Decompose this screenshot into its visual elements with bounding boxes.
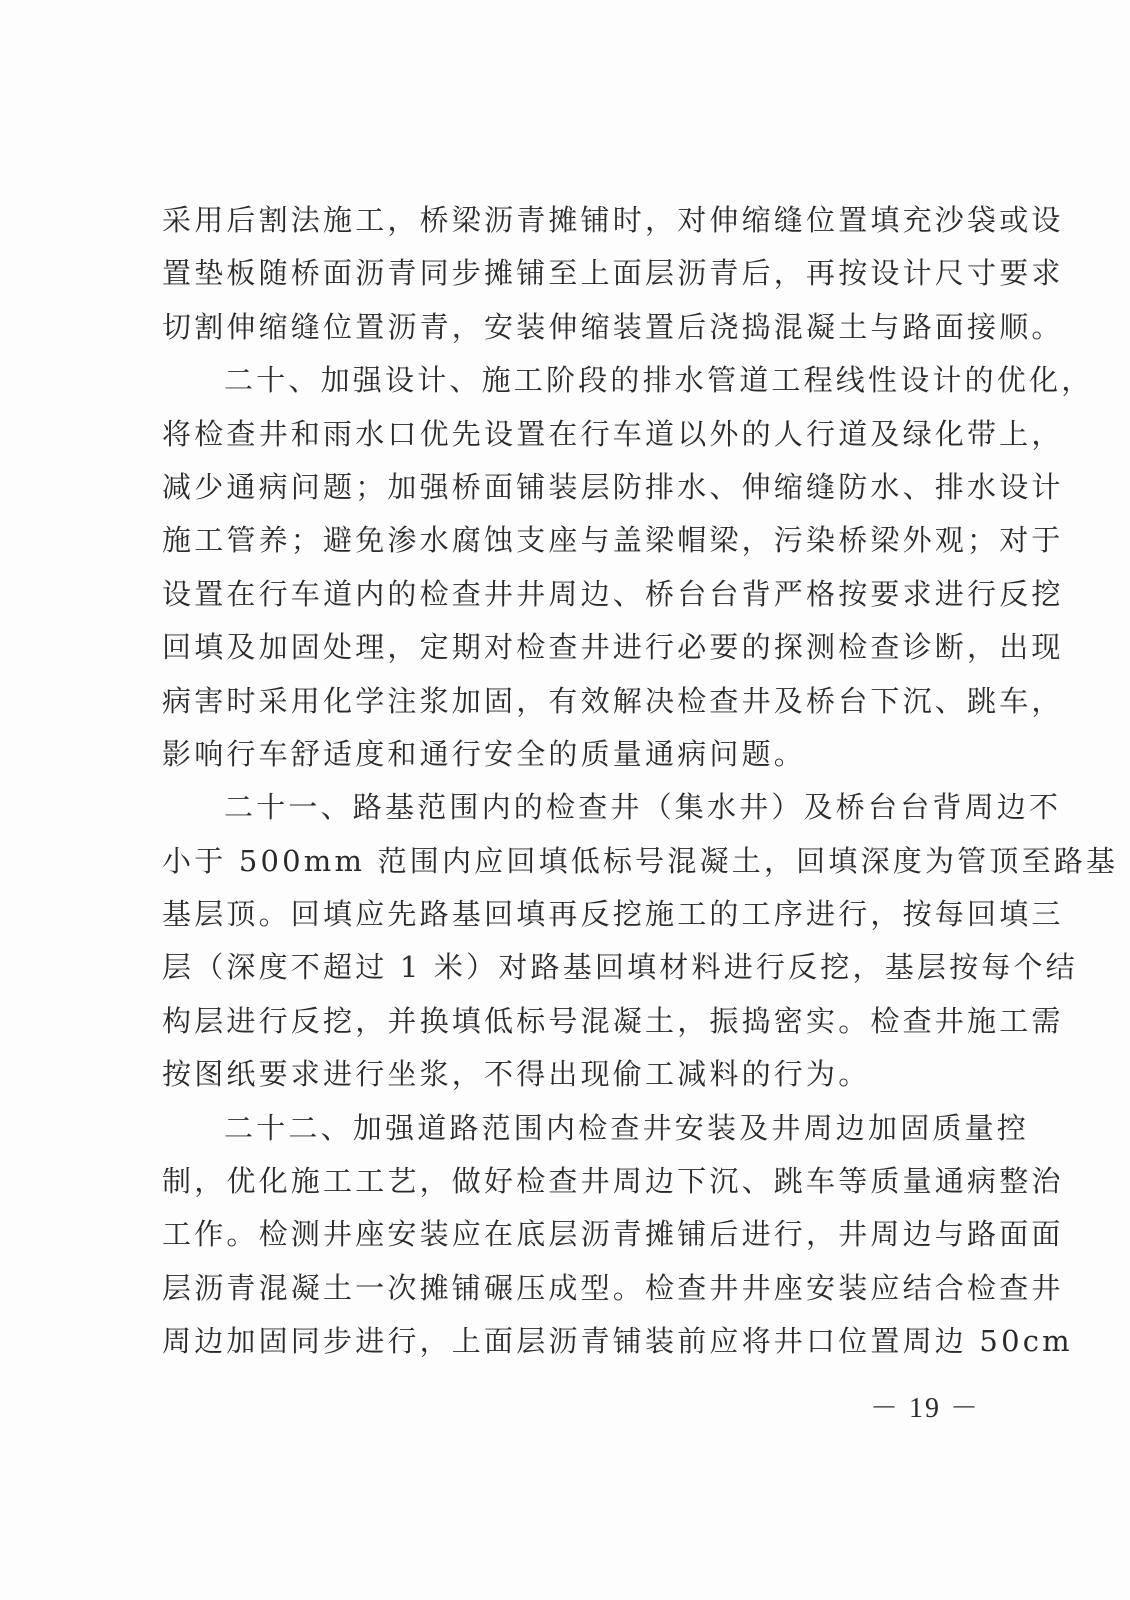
text-line: 采用后割法施工，桥梁沥青摊铺时，对伸缩缝位置填充沙袋或设 <box>162 203 1064 237</box>
text-line: 构层进行反挖，并换填低标号混凝土，振捣密实。检查井施工需 <box>162 1003 1064 1038</box>
text-line: 病害时采用化学注浆加固，有效解决检查井及桥台下沉、跳车， <box>162 683 1064 718</box>
page-number: － 19 － <box>870 1393 981 1424</box>
text-line: 周边加固同步进行，上面层沥青铺装前应将井口位置周边 50cm <box>162 1324 1073 1359</box>
text-line: 制，优化施工工艺，做好检查井周边下沉、跳车等质量通病整治 <box>162 1164 1064 1199</box>
text-line: 基层顶。回填应先路基回填再反挖施工的工序进行，按每回填三 <box>162 897 1064 932</box>
text-line: 置垫板随桥面沥青同步摊铺至上面层沥青后，再按设计尺寸要求 <box>162 256 1064 291</box>
text-line: 减少通病问题；加强桥面铺装层防排水、伸缩缝防水、排水设计 <box>162 469 1064 504</box>
text-line: 施工管养；避免渗水腐蚀支座与盖梁帽梁，污染桥梁外观；对于 <box>162 523 1064 558</box>
text-line: 层沥青混凝土一次摊铺碾压成型。检查井井座安装应结合检查井 <box>162 1270 1064 1305</box>
text-line: 小于 500mm 范围内应回填低标号混凝土，回填深度为管顶至路基 <box>162 843 1119 878</box>
text-line: 切割伸缩缝位置沥青，安装伸缩装置后浇捣混凝土与路面接顺。 <box>162 309 1064 344</box>
text-line: 回填及加固处理，定期对检查井进行必要的探测检查诊断，出现 <box>162 630 1064 665</box>
paragraph-start-line: 二十二、加强道路范围内检查井安装及井周边加固质量控 <box>224 1110 1030 1145</box>
text-line: 层（深度不超过 1 米）对路基回填材料进行反挖，基层按每个结 <box>162 950 1078 985</box>
text-line: 按图纸要求进行坐浆，不得出现偷工减料的行为。 <box>162 1057 871 1092</box>
text-line: 将检查井和雨水口优先设置在行车道以外的人行道及绿化带上， <box>162 416 1064 451</box>
text-line: 设置在行车道内的检查井井周边、桥台台背严格按要求进行反挖 <box>162 576 1064 611</box>
text-line: 影响行车舒适度和通行安全的质量通病问题。 <box>162 736 807 771</box>
text-line: 工作。检测井座安装应在底层沥青摊铺后进行，井周边与路面面 <box>162 1217 1064 1252</box>
paragraph-start-line: 二十一、路基范围内的检查井（集水井）及桥台台背周边不 <box>224 790 1062 825</box>
body-text <box>162 194 1119 1369</box>
paragraph-start-line: 二十、加强设计、施工阶段的排水管道工程线性设计的优化， <box>224 363 1094 398</box>
